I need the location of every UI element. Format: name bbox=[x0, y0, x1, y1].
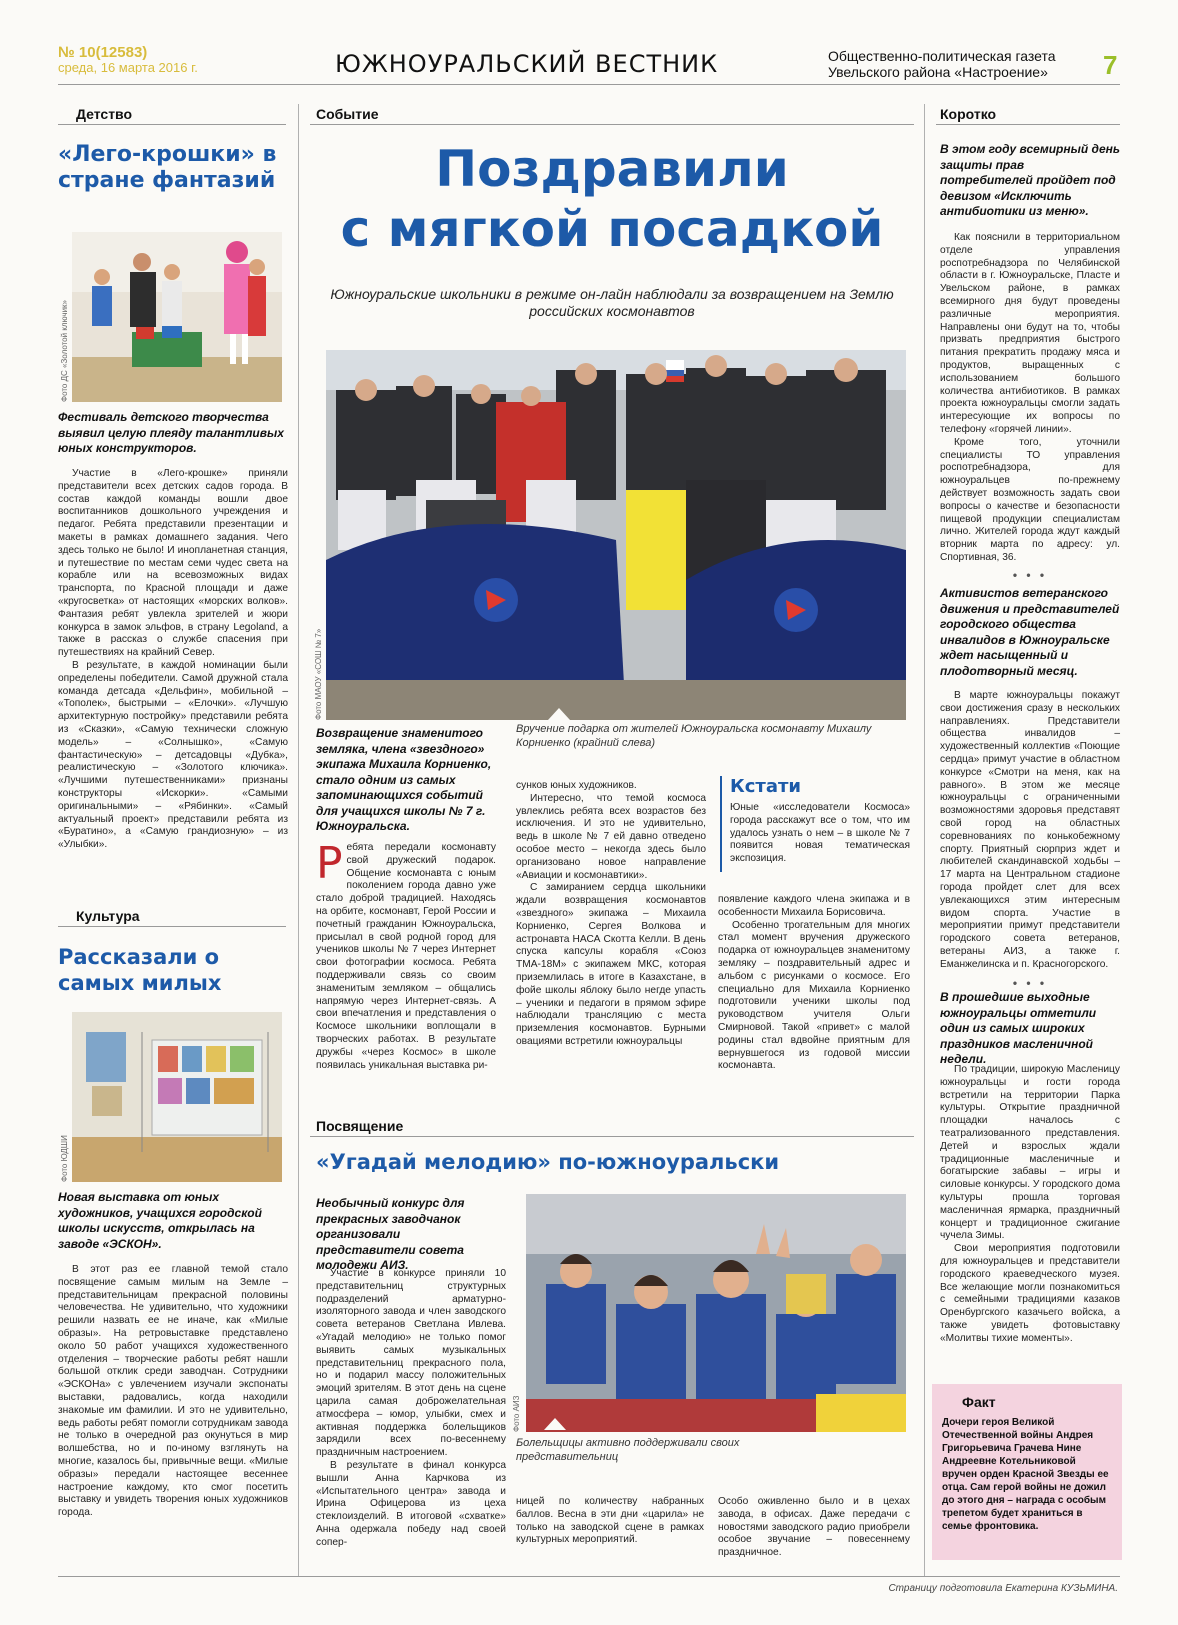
photo-caption: Болельщицы активно поддерживали своих представительниц bbox=[516, 1437, 740, 1463]
photo-credit: Фото МАОУ «СОШ № 7» bbox=[314, 628, 323, 720]
section-rule bbox=[310, 1136, 914, 1137]
section-rule bbox=[310, 124, 914, 125]
cosmonaut-landing-photo bbox=[326, 350, 906, 720]
article-lead: Фестиваль детского творчества выявил целую плеяду талантливых юных конструкторов. bbox=[58, 410, 284, 455]
newspaper-subtitle bbox=[828, 48, 1056, 80]
main-headline-line-2: с мягкой посадкой bbox=[340, 200, 884, 258]
brief-body bbox=[940, 690, 1120, 972]
article-body: ебята передали космонавту свой дружеский подарок. Общение космонавта с юным поколением города давно уже стало доброй традицией. Находясь на орбите, космонавт, Герой России и почетный гражданин Южноуральска, присылал в свой родной город для учеников школы № 7 через Интернет свои фотографии космоса. Ребята поддерживали связь со своим знаменитым земляком – общались напрямую через Интернет-связь. А свои впечатления и представления о Космосе школьники воплощали в творческих работах. В результате дружбы «через Космос» в школе появилась уникальная выставка ри- bbox=[316, 842, 496, 1071]
dropcap: Р bbox=[316, 838, 343, 889]
brief-lead: В прошедшие выходные южноуральцы отметили один из самых широких праздников масленичной недели. bbox=[940, 990, 1097, 1066]
kstati-title: Кстати bbox=[730, 776, 802, 797]
paragraph: В марте южноуральцы покажут свои достижения сразу в нескольких направлениях. Представители общества инвалидов – художественный коллектив «Поющие сердца» примут участие в областном конкурсе «Смотри на меня, как на равного». В этом же месяце южноуральцы с ограниченными возможностями здоровья представят свой город на областных соревнованиях по конькобежному спорту. Приятный сюрприз ждет и любителей скандинавской ходьбы – 17 марта на Центральном стадионе города пройдет слет для всех увлекающихся этим интересным видом спорта. Участие в мероприятии примут представители городского совета ветеранов, ветераны АИЗ, а также г. Еманжелинска и п. Красногорского. bbox=[940, 690, 1120, 970]
paragraph: Особенно трогательным для многих стал момент вручения дружеского подарка от южноуральцев знаменитому земляку – поздравительный адрес и альбом с рисунками о космосе. Его специально для Михаила Корниенко подготовили ученики школы под руководством учителя Ольги Смирновой. Такой «привет» с малой родины стал вдвойне приятным для вернувшегося из годовой миссии космонавта. bbox=[718, 919, 910, 1072]
article-body: Особо оживленно было и в цехах завода, в офисах. Даже передачи с новостями заводского радио приобрели особое звучание – повесеннему праздничное. bbox=[718, 1496, 910, 1559]
lego-festival-photo bbox=[72, 232, 282, 402]
section-rule bbox=[58, 124, 286, 125]
fact-box bbox=[932, 1384, 1122, 1560]
brief-body bbox=[940, 232, 1120, 565]
section-rule bbox=[58, 926, 286, 927]
paragraph: появление каждого члена экипажа и в особенности Михаила Борисовича. bbox=[718, 894, 910, 918]
subtitle-line-1: Общественно-политическая газета bbox=[828, 48, 1056, 64]
article-body bbox=[58, 1264, 288, 1520]
column-divider-right bbox=[924, 104, 925, 1576]
separator-dots: • • • bbox=[1012, 568, 1048, 582]
paragraph: По традиции, широкую Масленицу южноуральцы и гости города встретили на территории Парка культуры. Открытие праздничной площадки началось с театрализованного представления. Детей и взрослых ждали традиционные масленичные и богатырские забавы – игры и силовые конкурсы. У городского дома культуры прошла торговая масленичная ярмарка, праздничный концерт и традиционное сжигание чучела Зимы. bbox=[940, 1064, 1121, 1242]
paragraph: Участие в «Лего-крошке» приняли представители всех детских садов города. В состав каждой команды вошли двое воспитанников дошкольного учреждения и педагог. Ребята представили презентации и макеты в рамках домашнего задания. Чего здесь только не было! И инопланетная станция, и путешествие по местам семи чудес света на корабле или на всевозможных видах транспорта, по Красной площади и даже «кругосветка» от настоящих «морских волков». Фантазия ребят увлекла зрителей и жюри конкурса в замок эльфов, в страну Legoland, а также в рассказ о службе спасения при путешествиях на крайний Север. bbox=[58, 468, 288, 659]
article-col-3 bbox=[718, 894, 910, 1073]
issue-date: среда, 16 марта 2016 г. bbox=[58, 60, 198, 75]
column-divider-left bbox=[298, 104, 299, 1576]
section-label-childhood: Детство bbox=[76, 106, 133, 122]
brief-body bbox=[940, 1064, 1120, 1346]
article-col-1 bbox=[316, 838, 496, 1072]
section-label-dedication: Посвящение bbox=[316, 1118, 404, 1134]
article-lead: Необычный конкурс для прекрасных заводчанок организовали представители совета молодежи АИЗ. bbox=[316, 1196, 465, 1272]
article-headline: «Лего-крошки» в стране фантазий bbox=[58, 142, 277, 193]
photo-credit: Фото ДС «Золотой ключик» bbox=[60, 300, 69, 402]
photo-credit: Фото ЮДШИ bbox=[60, 1135, 69, 1182]
article-lead: Возвращение знаменитого земляка, члена «звездного» экипажа Михаила Корниенко, стало одним из самых запоминающихся событий для учащихся школы № 7 г. Южноуральска. bbox=[316, 726, 492, 833]
paragraph: С замиранием сердца школьники ждали возвращения космонавтов «звездного» экипажа – Михаила Корниенко, Сергея Волкова и астронавта НАСА Скотта Келли. В день спуска капсулы корабля «Союз ТМА-18М» с экипажем МКС, которая приземлилась в итоге в Казахстане, в фойе школы яблоку было негде упасть – ученики и педагоги в прямом эфире наблюдали трансляцию с места приземления космонавтов. Бурными овациями встретили южноуральцы bbox=[516, 882, 706, 1047]
fact-title: Факт bbox=[962, 1394, 996, 1410]
subtitle-line-2: Увельского района «Настроение» bbox=[828, 64, 1048, 80]
masthead-rule bbox=[58, 84, 1120, 85]
article-body bbox=[58, 468, 288, 852]
caption-pointer-icon bbox=[548, 708, 570, 720]
page-number: 7 bbox=[1103, 50, 1118, 80]
exhibition-photo bbox=[72, 1012, 282, 1182]
paragraph: В этот раз ее главной темой стало посвящение самым милым на Земле – представительницам прекрасной половины человечества. Не удивительно, что художники решили назвать ее не иначе, как «Милые образы». На ретровыставке представлено около 50 работ учащихся художественного отделения – творческие работы ребят нашли большой отклик среди заводчан. Сотрудники «ЭСКОНа» с увлечением изучали экспонаты выставки, радовались, когда находили знакомые им фамилии. И это не удивительно, ведь работы ребят помогли сотрудникам завода не только в очередной раз окунуться в мир волшебства, но и по-иному взглянуть на многие, казалось бы, привычные вещи. «Милые образы» передали настоящее весеннее настроение каждому, кто смог посетить выставку и увидеть творения юных художников города. bbox=[58, 1264, 288, 1519]
photo-caption: Вручение подарка от жителей Южноуральска космонавту Михаилу Корниенко (крайний слева) bbox=[516, 723, 872, 749]
caption-pointer-icon bbox=[544, 1418, 566, 1430]
kstati-text: Юные «исследователи Космоса» города расскажут все о том, что им удалось узнать о нем – в школе № 7 появится новая тематическая экспозиция. bbox=[730, 802, 910, 865]
article-lead: Новая выставка от юных художников, учащихся городской школы искусств, открылась на заводе «ЭСКОН». bbox=[58, 1190, 262, 1251]
article-body: ницей по количеству набранных баллов. Весна в эти дни «царила» не только на заводской сцене в рамках культурных мероприятий. bbox=[516, 1496, 704, 1546]
paragraph: Интересно, что темой космоса увлеклись ребята всех возрастов без исключения. И это не удивительно, ведь в школе № 7 ей давно отведено особое место – некогда здесь было организовано новое направление «Авиации и космонавтики». bbox=[516, 792, 706, 881]
section-rule bbox=[936, 124, 1120, 125]
issue-number: № 10(12583) bbox=[58, 44, 148, 61]
paragraph: Участие в конкурсе приняли 10 представительниц структурных подразделений арматурно-изоляторного завода и член заводского совета ветеранов Светлана Ивлева. «Угадай мелодию» не только помог выявить самых музыкальных представительниц прекрасного пола, но и подарил массу положительных эмоций зрителям. В этот день на сцене царила самая доброжелательная атмосфера – юмор, улыбки, смех и активная поддержка болельщиков зарядили всех по-весеннему праздничным настроением. bbox=[316, 1268, 506, 1459]
paragraph: Свои мероприятия подготовили для южноуральцев и представители городского краеведческого музея. Все желающие могли познакомиться с семейными традициями казаков Оренбургского казачьего войска, а также увидеть фотовыставку «Молитвы тихие моменты». bbox=[940, 1243, 1120, 1344]
melody-contest-photo bbox=[526, 1194, 906, 1432]
section-label-briefly: Коротко bbox=[940, 106, 997, 122]
main-subhead: Южноуральские школьники в режиме он-лайн наблюдали за возвращением на Землю российских космонавтов bbox=[330, 286, 894, 319]
main-headline-line-1: Поздравили bbox=[435, 140, 789, 198]
paragraph: В результате, в каждой номинации были определены победители. Самой дружной стала команда детсада «Дельфин», мобильной – «Тополек», быстрыми – «Елочки». «Лучшую архитектурную постройку» представили ребята из «Сказки», «Самую технически сложную модель» – «Солнышко», «Самую фантастическую» – детсадовцы «Дубка», реалистическую – «Золотого ключика». «Лучшими путешественниками» признаны конструкторы «Искорки». «Самыми оригинальными» – «Рябинки». «Самый актуальный проект» представили ребята из «Буратино», а «Самую грандиозную» – из «Улыбки». bbox=[58, 659, 288, 851]
page-footer-credit: Страницу подготовила Екатерина КУЗЬМИНА. bbox=[888, 1583, 1118, 1594]
article-col-2 bbox=[516, 780, 706, 1049]
footer-rule bbox=[58, 1576, 1120, 1577]
paragraph: Кроме того, уточнили специалисты ТО управления роспотребнадзора, для южноуральцев по-прежнему действует возможность задать свои вопросы о качестве и безопасности пищевой продукции специалистам лично. Жителей города ждут каждый вторник марта по адресу: ул. Спортивная, 36. bbox=[940, 436, 1120, 563]
section-label-culture: Культура bbox=[76, 908, 140, 924]
paragraph: Как пояснили в территориальном отделе управления роспотребнадзора по Челябинской области в г. Южноуральске, Пласте и Увельском районе, в рамках всемирного дня будут проведены различные мероприятия. Направлены они будут на то, чтобы призвать предприятия быстрого питания прекратить продажу мяса и продуктов, выращенных с использованием большого количества антибиотиков. В рамках проекта южноуральцы смогли задать интересующие их вопросы по телефону «горячей линии». bbox=[940, 232, 1120, 435]
article-headline: «Угадай мелодию» по-южноуральски bbox=[316, 1150, 780, 1174]
article-body bbox=[316, 1268, 506, 1550]
fact-text: Дочери героя Великой Отечественной войны Андрея Григорьевича Грачева Нине Андреевне Котельниковой вручен орден Красной Звезды ее отца. Сам герой войны не дожил до этого дня – награда с особым трепетом будет храниться в семье фронтовика. bbox=[942, 1417, 1109, 1532]
paragraph: В результате в финал конкурса вышли Анна Карчкова из «Испытательного центра» завода и Ирина Офицерова из цеха стеклоизделий. В итоговой «схватке» Анна одержала победу над своей сопер- bbox=[316, 1459, 506, 1548]
section-label-event: Событие bbox=[316, 106, 379, 122]
paragraph: сунков юных художников. bbox=[516, 780, 637, 791]
newspaper-title: ЮЖНОУРАЛЬСКИЙ ВЕСТНИК bbox=[335, 50, 719, 78]
photo-credit: Фото АИЗ bbox=[512, 1395, 521, 1432]
article-headline: Рассказали о самых милых bbox=[58, 945, 222, 995]
brief-lead: В этом году всемирный день защиты прав потребителей пройдет под девизом «Исключить антибиотики из меню». bbox=[940, 142, 1120, 218]
brief-lead: Активистов ветеранского движения и представителей городского общества инвалидов в Южноуральске ждет насыщенный и плодотворный месяц. bbox=[940, 586, 1120, 678]
kstati-bar bbox=[720, 776, 722, 872]
separator-dots: • • • bbox=[1012, 976, 1048, 990]
